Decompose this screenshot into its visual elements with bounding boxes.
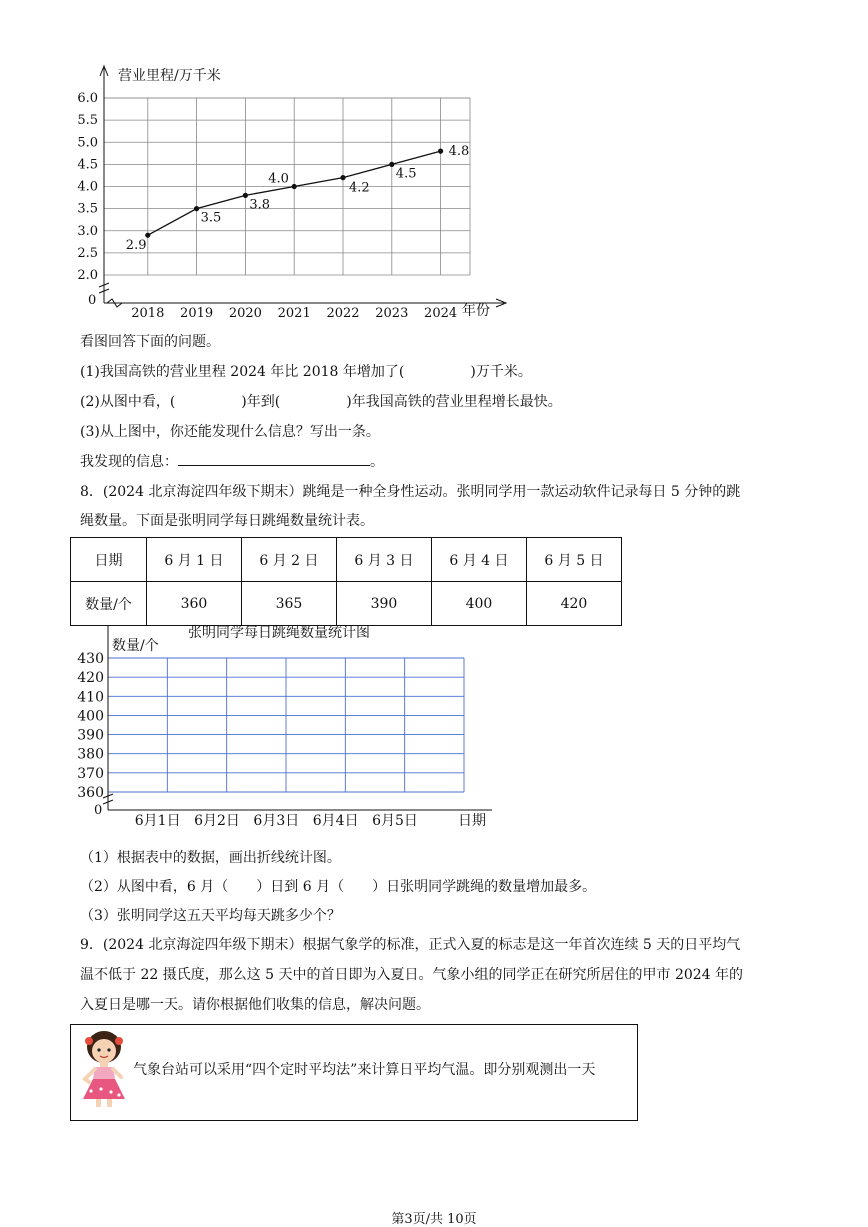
chart1-x-tick-label: 2023 xyxy=(375,306,409,321)
table-count-cell: 390 xyxy=(336,582,431,626)
chart2-x-tick-label: 6月5日 xyxy=(372,813,418,829)
chart1-point xyxy=(389,162,394,167)
table-row-dates xyxy=(71,538,622,582)
chart1-point xyxy=(438,149,443,154)
chart2-x-tick-label: 6月2日 xyxy=(194,813,240,829)
q9-stem-line-3: 入夏日是哪一天。请你根据他们收集的信息，解决问题。 xyxy=(80,997,430,1013)
chart1-data-labels xyxy=(126,144,469,253)
chart2-origin-label: 0 xyxy=(94,803,103,818)
chart1-y-tick-label: 4.0 xyxy=(77,179,98,195)
chart1-y-tick-label: 5.5 xyxy=(77,113,98,129)
q7-answer-suffix: 。 xyxy=(370,454,384,470)
chart2-y-axis-label: 数量/个 xyxy=(112,638,159,654)
chart1-x-tick-labels xyxy=(131,306,457,321)
chart1-x-tick-label: 2020 xyxy=(228,306,262,321)
q9-callout-text: 气象台站可以采用“四个定时平均法”来计算日平均气温。即分别观测出一天 xyxy=(133,1062,596,1078)
q7-q2-text-c: )年我国高铁的营业里程增长最快。 xyxy=(346,394,562,410)
chart1-origin-label: 0 xyxy=(88,293,97,308)
chart2-y-tick-label: 360 xyxy=(77,785,104,801)
chart2-y-tick-label: 400 xyxy=(77,708,104,725)
chart1-point xyxy=(243,193,248,198)
chart1-data-label: 4.0 xyxy=(268,171,289,187)
table-count-cell: 420 xyxy=(526,582,621,626)
chart1-x-axis-label: 年份 xyxy=(462,303,490,319)
chart1-y-tick-label: 6.0 xyxy=(77,91,98,106)
q8-sub-1: （1）根据表中的数据，画出折线统计图。 xyxy=(80,850,341,866)
chart1-point xyxy=(145,233,150,238)
chart2-y-tick-label: 420 xyxy=(77,670,104,687)
chart2-y-tick-label: 410 xyxy=(77,689,104,706)
chart2-x-tick-label: 6月4日 xyxy=(312,813,359,829)
chart2-y-tick-label: 380 xyxy=(77,746,104,763)
chart2-x-tick-label: 6月3日 xyxy=(253,813,300,829)
chart1-x-tick-label: 2024 xyxy=(424,306,458,321)
q9-stem-line-1: 9．(2024 北京海淀四年级下期末）根据气象学的标准，正式入夏的标志是这一年首次连续 5 天的日平均气 xyxy=(80,937,741,953)
table-date-cell: 6 月 4 日 xyxy=(431,538,526,582)
table-date-cell: 6 月 5 日 xyxy=(526,538,621,582)
q7-question-3: (3)从上图中，你还能发现什么信息？写出一条。 xyxy=(80,424,380,440)
table-date-cell: 6 月 1 日 xyxy=(146,538,241,582)
q8-stem-line-2: 绳数量。下面是张明同学每日跳绳数量统计表。 xyxy=(80,513,374,529)
table-count-cell: 400 xyxy=(431,582,526,626)
q7-answer-line xyxy=(80,451,384,471)
q7-answer-prefix: 我发现的信息： xyxy=(80,454,178,470)
chart1-x-tick-label: 2022 xyxy=(326,306,360,321)
q7-q2-text-b: )年到( xyxy=(241,394,281,410)
chart2-y-tick-label: 390 xyxy=(77,727,104,744)
q8-sub-3: （3）张明同学这五天平均每天跳多少个？ xyxy=(80,908,341,924)
q7-question-1 xyxy=(80,361,532,381)
table-row-label: 数量/个 xyxy=(71,582,147,626)
chart1-data-label: 2.9 xyxy=(125,238,147,254)
chart1-data-label: 3.8 xyxy=(249,197,271,213)
chart2-grid[interactable] xyxy=(108,658,464,792)
chart1-data-label: 4.2 xyxy=(349,180,370,196)
chart1-y-tick-labels xyxy=(77,91,98,283)
jump-rope-table xyxy=(70,537,622,626)
chart1-y-axis-label: 营业里程/万千米 xyxy=(118,68,221,84)
chart2-axes xyxy=(103,626,492,810)
chart1-y-tick-label: 3.5 xyxy=(77,201,98,217)
chart2-y-tick-labels xyxy=(77,651,104,801)
q7-q2-text-a: (2)从图中看，( xyxy=(80,394,176,410)
page-footer: 第3页/共 10页 xyxy=(391,1212,477,1227)
q8-sub-2: （2）从图中看，6 月（ ）日到 6 月（ ）日张明同学跳绳的数量增加最多。 xyxy=(80,879,597,895)
girl-illustration xyxy=(77,1029,131,1109)
q9-stem-line-2: 温不低于 22 摄氏度，那么这 5 天中的首日即为入夏日。气象小组的同学正在研究所居住的甲市 2024 年的 xyxy=(80,967,744,983)
chart1-point xyxy=(292,184,297,189)
q8-stem-line-1: 8．(2024 北京海淀四年级下期末）跳绳是一种全身性运动。张明同学用一款运动软件记录每日 5 分钟的跳 xyxy=(80,484,741,500)
q7-answer-underline[interactable] xyxy=(178,451,370,466)
table-count-cell: 365 xyxy=(241,582,336,626)
chart1-data-label: 3.5 xyxy=(200,210,222,226)
chart1-x-tick-label: 2018 xyxy=(131,306,165,321)
chart1-x-tick-label: 2019 xyxy=(180,306,214,321)
chart1-x-tick-label: 2021 xyxy=(277,306,311,321)
table-header-label: 日期 xyxy=(71,538,147,582)
table-count-cell: 360 xyxy=(146,582,241,626)
table-row-counts xyxy=(71,582,622,626)
chart1-y-tick-label: 2.0 xyxy=(77,268,98,283)
chart1-y-tick-label: 4.5 xyxy=(77,157,98,173)
jump-rope-chart[interactable] xyxy=(70,620,510,835)
q7-q1-text-a: (1)我国高铁的营业里程 2024 年比 2018 年增加了( xyxy=(80,364,405,380)
chart1-point xyxy=(340,175,345,180)
chart1-point xyxy=(194,206,199,211)
q7-intro: 看图回答下面的问题。 xyxy=(80,334,220,350)
rail-mileage-chart xyxy=(70,60,530,325)
chart2-x-axis-label: 日期 xyxy=(458,813,486,829)
q9-info-box xyxy=(70,1024,638,1121)
chart1-y-tick-label: 3.0 xyxy=(77,223,98,239)
table-date-cell: 6 月 3 日 xyxy=(336,538,431,582)
chart2-y-tick-label: 430 xyxy=(77,651,104,667)
chart2-y-tick-label: 370 xyxy=(77,765,104,782)
chart1-y-tick-label: 2.5 xyxy=(77,245,98,261)
chart1-data-label: 4.5 xyxy=(395,166,417,182)
q7-question-2 xyxy=(80,391,562,411)
chart1-y-tick-label: 5.0 xyxy=(77,135,98,151)
chart1-grid xyxy=(104,98,470,275)
chart2-title: 张明同学每日跳绳数量统计图 xyxy=(188,625,370,641)
q7-q1-text-b: )万千米。 xyxy=(470,364,532,380)
table-date-cell: 6 月 2 日 xyxy=(241,538,336,582)
chart2-x-tick-label: 6月1日 xyxy=(134,813,181,829)
chart1-data-label: 4.8 xyxy=(448,144,470,160)
chart2-x-tick-labels xyxy=(135,813,418,829)
